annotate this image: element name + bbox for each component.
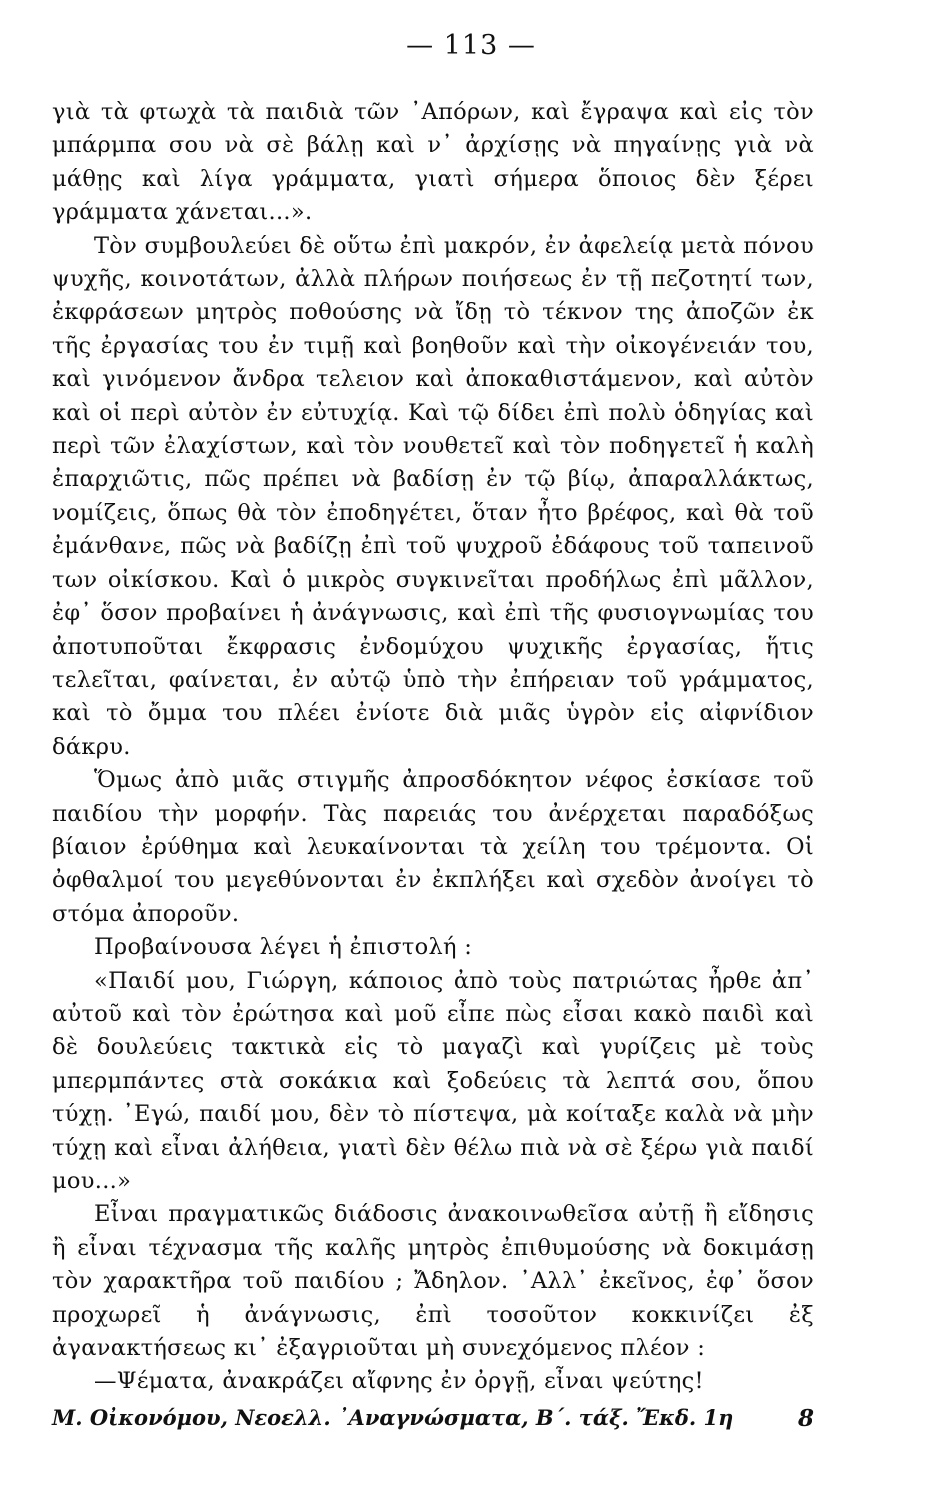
paragraph-1: γιὰ τὰ φτωχὰ τὰ παιδιὰ τῶν ᾿Απόρων, καὶ ἔγραψα καὶ εἰς τὸν μπάρμπα σου νὰ σὲ βάλῃ καὶ ν᾿ ἀρχίσῃς νὰ πηγαίνῃς γιὰ νὰ μάθῃς καὶ λίγα γράμματα, γιατὶ σήμερα ὅποιος δὲν ξέρει γράμματα χάνεται...». [52,99,814,226]
paragraph-5-letter-quote: «Παιδί μου, Γιώργη, κάποιος ἀπὸ τοὺς πατριώτας ἦρθε ἀπ᾿ αὐτοῦ καὶ τὸν ἐρώτησα καὶ μοῦ εἶπε πὼς εἶσαι κακὸ παιδὶ καὶ δὲ δουλεύεις τακτικὰ εἰς τὸ μαγαζὶ καὶ γυρίζεις μὲ τοὺς μπερμπάντες στὰ σοκάκια καὶ ξοδεύεις τὰ λεπτά σου, ὅπου τύχῃ. ᾿Εγώ, παιδί μου, δὲν τὸ πίστεψα, μὰ κοίταξε καλὰ νὰ μὴν τύχῃ καὶ εἶναι ἀλήθεια, γιατὶ δὲν θέλω πιὰ νὰ σὲ ξέρω γιὰ παιδί μου...» [52,967,814,1194]
paragraph-4: Προβαίνουσα λέγει ἡ ἐπιστολή : [94,934,473,961]
paragraph-7-dialogue: —Ψέματα, ἀνακράζει αἴφνης ἐν ὀργῇ, εἶναι ψεύτης! [94,1368,704,1395]
signature-mark: 8 [798,1405,815,1432]
paragraph-6: Εἶναι πραγματικῶς διάδοσις ἀνακοινωθεῖσα αὐτῇ ἢ εἴδησις ἢ εἶναι τέχνασμα τῆς καλῆς μητρὸς ἐπιθυμούσης νὰ δοκιμάσῃ τὸν χαρακτῆρα τοῦ παιδίου ; Ἄδηλον. ᾿Αλλ᾿ ἐκεῖνος, ἐφ᾿ ὅσον προχωρεῖ ἡ ἀνάγνωσις, ἐπὶ τοσοῦτον κοκκινίζει ἐξ ἀγανακτήσεως κι᾿ ἐξαγριοῦται μὴ συνεχόμενος πλέον : [52,1201,814,1362]
body-text [52,96,814,1399]
paragraph-3: Ὅμως ἀπὸ μιᾶς στιγμῆς ἀπροσδόκητον νέφος ἐσκίασε τοῦ παιδίου τὴν μορφήν. Τὰς παρειάς του ἀνέρχεται παραδόξως βίαιον ἐρύθημα καὶ λευκαίνονται τὰ χείλη του τρέμοντα. Οἱ ὀφθαλμοί του μεγεθύνονται ἐν ἐκπλήξει καὶ σχεδὸν ἀνοίγει τὸ στόμα ἀποροῦν. [52,767,814,927]
footer-citation: Μ. Οἰκονόμου, Νεοελλ. ᾿Αναγνώσματα, Β΄. τάξ. Ἔκδ. 1η [52,1405,734,1430]
page-number: — 113 — [406,30,536,61]
paragraph-2: Τὸν συμβουλεύει δὲ οὕτω ἐπὶ μακρόν, ἐν ἀφελείᾳ μετὰ πόνου ψυχῆς, κοινοτάτων, ἀλλὰ πλήρων ποιήσεως ἐν τῇ πεζοτητί των, ἐκφράσεων μητρὸς ποθούσης νὰ ἴδῃ τὸ τέκνον της ἀποζῶν ἐκ τῆς ἐργασίας του ἐν τιμῇ καὶ βοηθοῦν καὶ τὴν οἰκογένειάν του, καὶ γινόμενον ἄνδρα τελειον καὶ ἀποκαθιστάμενον, καὶ αὐτὸν καὶ οἱ περὶ αὐτὸν ἐν εὐτυχίᾳ. Καὶ τῷ δίδει ἐπὶ πολὺ ὁδηγίας καὶ περὶ τῶν ἐλαχίστων, καὶ τὸν νουθετεῖ καὶ τὸν ποδηγετεῖ ἡ καλὴ ἐπαρχιῶτις, πῶς πρέπει νὰ βαδίσῃ ἐν τῷ βίῳ, ἀπαραλλάκτως, νομίζεις, ὅπως θὰ τὸν ἐποδηγέτει, ὅταν ἦτο βρέφος, καὶ θὰ τοῦ ἐμάνθανε, πῶς νὰ βαδίζῃ ἐπὶ τοῦ ψυχροῦ ἐδάφους τοῦ ταπεινοῦ των οἰκίσκου. Καὶ ὁ μικρὸς συγκινεῖται προδήλως ἐπὶ μᾶλλον, ἐφ᾿ ὅσον προβαίνει ἡ ἀνάγνωσις, καὶ ἐπὶ τῆς φυσιογνωμίας του ἀποτυποῦται ἔκφρασις ἐνδομύχου ψυχικῆς ἐργασίας, ἥτις τελεῖται, φαίνεται, ἐν αὐτῷ ὑπὸ τὴν ἐπήρειαν τοῦ γράμματος, καὶ τὸ ὄμμα του πλέει ἐνίοτε διὰ μιᾶς ὑγρὸν εἰς αἰφνίδιον δάκρυ. [52,232,814,760]
